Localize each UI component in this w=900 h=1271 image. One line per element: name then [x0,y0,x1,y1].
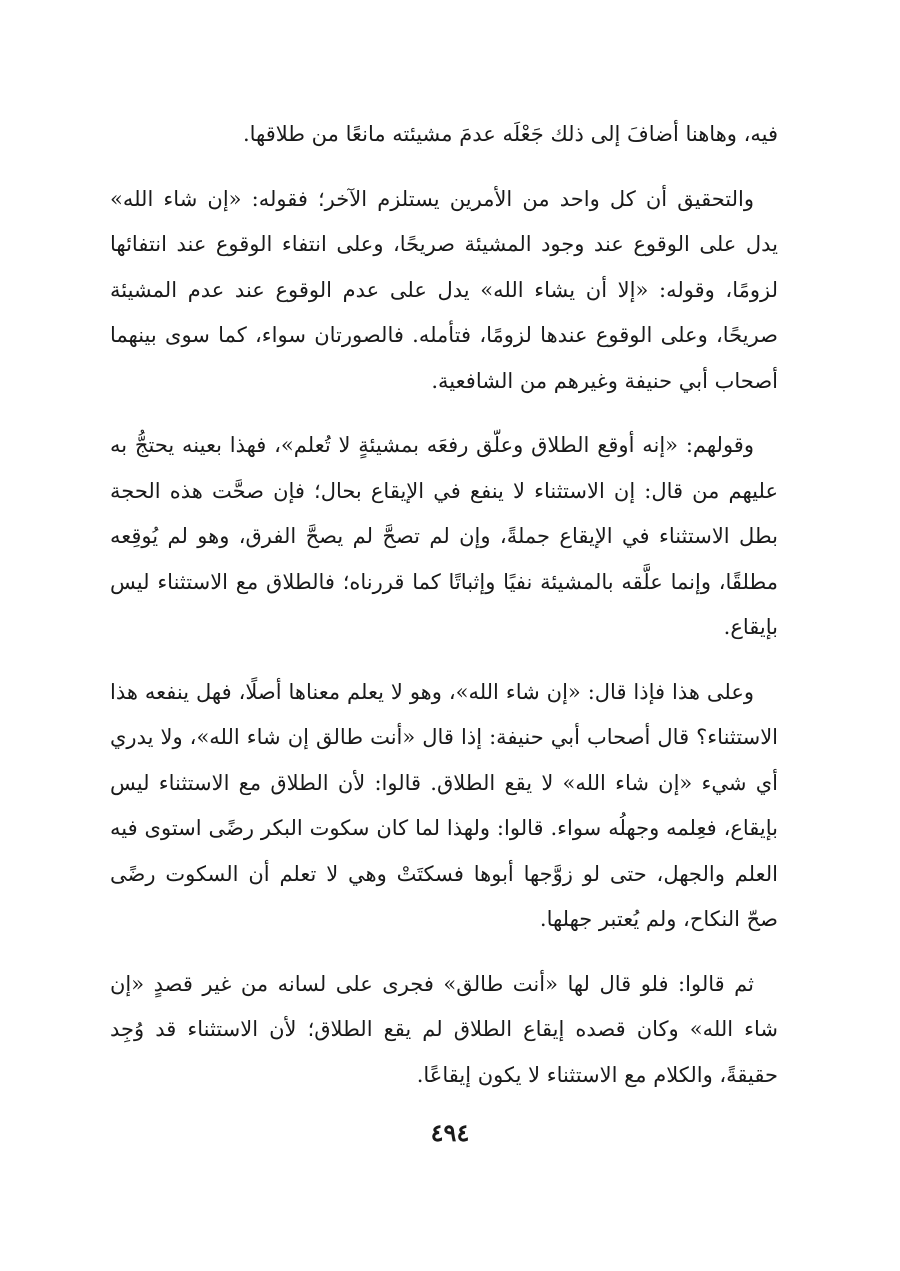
paragraph-1: فيه، وهاهنا أضافَ إلى ذلك جَعْلَه عدمَ مشيئته مانعًا من طلاقها. [242,122,778,146]
body-text [110,112,778,1117]
paragraph-3: وقولهم: «إنه أوقع الطلاق وعلّق رفعَه بمشيئةٍ لا تُعلم»، فهذا بعينه يحتجُّ به عليهم من قال: إن الاستثناء لا ينفع في الإيقاع بحال؛ فإن صحَّت هذه الحجة بطل الاستثناء في الإيقاع جملةً، وإن لم تصحَّ لم يصحَّ الفرق، وهو لم يُوقِعه مطلقًا، وإنما علَّقه بالمشيئة نفيًا وإثباتًا كما قررناه؛ فالطلاق مع الاستثناء ليس بإيقاع. [110,433,778,639]
paragraph-5: ثم قالوا: فلو قال لها «أنت طالق» فجرى على لسانه من غير قصدٍ «إن شاء الله» وكان قصده إيقاع الطلاق لم يقع الطلاق؛ لأن الاستثناء قد وُجِد حقيقةً، والكلام مع الاستثناء لا يكون إيقاعًا. [110,971,778,1087]
paragraph-4: وعلى هذا فإذا قال: «إن شاء الله»، وهو لا يعلم معناها أصلًا، فهل ينفعه هذا الاستثناء؟ قال أصحاب أبي حنيفة: إذا قال «أنت طالق إن شاء الله»، ولا يدري أي شيء «إن شاء الله» لا يقع الطلاق. قالوا: لأن الطلاق مع الاستثناء ليس بإيقاع، فعِلمه وجهلُه سواء. قالوا: ولهذا لما كان سكوت البكر رضًى استوى فيه العلم والجهل، حتى لو زوَّجها أبوها فسكتَتْ وهي لا تعلم أن السكوت رضًى صحّ النكاح، ولم يُعتبر جهلها. [110,679,778,931]
paragraph-2: والتحقيق أن كل واحد من الأمرين يستلزم الآخر؛ فقوله: «إن شاء الله» يدل على الوقوع عند وجود المشيئة صريحًا، وعلى انتفاء الوقوع عند انتفائها لزومًا، وقوله: «إلا أن يشاء الله» يدل على عدم الوقوع عند عدم المشيئة صريحًا، وعلى الوقوع عندها لزومًا، فتأمله. فالصورتان سواء، كما سوى بينهما أصحاب أبي حنيفة وغيرهم من الشافعية. [110,186,778,393]
page-number: ٤٩٤ [430,1118,470,1147]
